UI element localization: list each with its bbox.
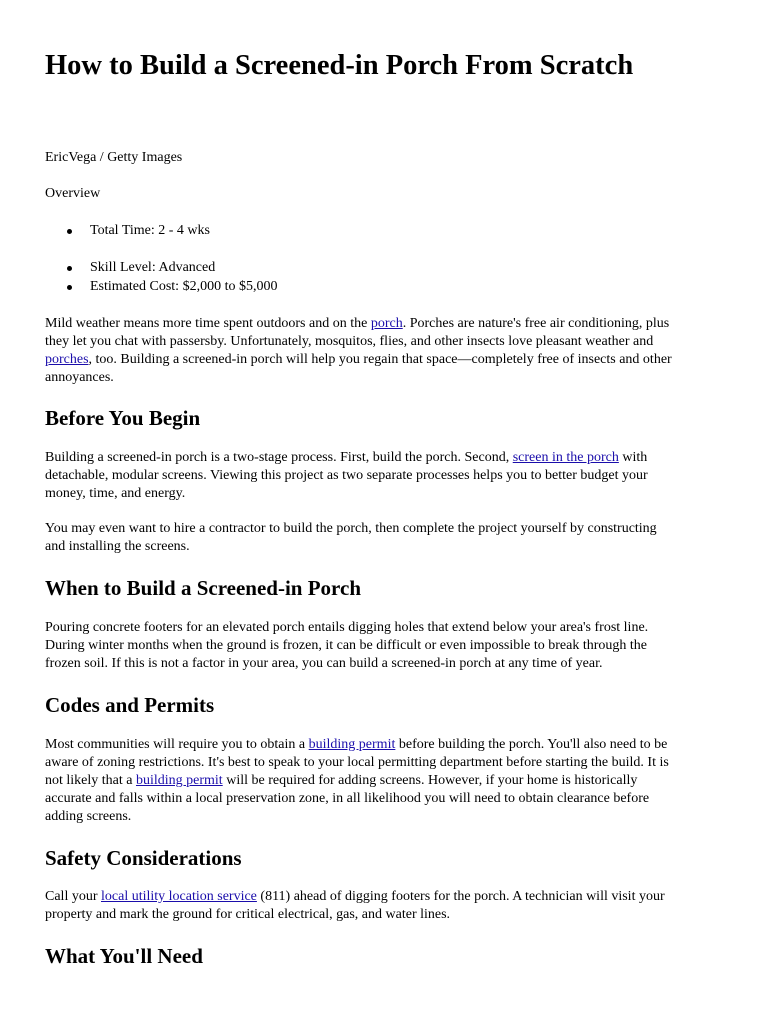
section-heading-when-to-build: When to Build a Screened-in Porch (45, 576, 361, 600)
overview-item-label: Estimated Cost: (90, 279, 180, 294)
text-line: Pouring concrete footers for an elevated porch entails digging holes that extend below your area's frost line. (45, 620, 649, 635)
text: not likely that a (45, 773, 136, 788)
text-line: they let you chat with passersby. Unfortunately, mosquitos, flies, and other insects love pleasant weather and (45, 334, 654, 349)
text: with (618, 450, 648, 465)
utility-location-service-link[interactable]: local utility location service (101, 889, 257, 904)
text-line (45, 351, 730, 369)
text-line (45, 772, 730, 790)
text: , too. Building a screened-in porch will help you regain that space—completely free of insects and other (88, 352, 672, 367)
overview-item-value: $2,000 to $5,000 (182, 279, 278, 294)
text-line: During winter months when the ground is frozen, it can be difficult or even impossible to break through the (45, 638, 647, 653)
building-permit-link[interactable]: building permit (135, 773, 223, 788)
intro-paragraph (45, 315, 730, 387)
overview-item-estimated-cost (90, 278, 277, 296)
section-heading-what-youll-need: What You'll Need (45, 944, 203, 968)
image-credit: EricVega / Getty Images (45, 150, 183, 165)
text: Most communities will require you to obtain a (45, 737, 309, 752)
safety-paragraph (45, 888, 730, 924)
overview-item-skill-level (90, 259, 215, 277)
text-line: adding screens. (45, 809, 132, 824)
text: Call your (45, 889, 101, 904)
text: before building the porch. You'll also need to be (395, 737, 668, 752)
section-heading-codes-and-permits: Codes and Permits (45, 693, 215, 717)
text-line: property and mark the ground for critical electrical, gas, and water lines. (45, 907, 451, 922)
text: . Porches are nature's free air conditioning, plus (402, 316, 670, 331)
overview-item-value: 2 - 4 wks (158, 223, 210, 238)
overview-item-total-time (90, 222, 210, 240)
section-heading-before-you-begin: Before You Begin (45, 406, 201, 430)
overview-label: Overview (45, 186, 101, 201)
text-line: money, time, and energy. (45, 486, 186, 501)
porch-link[interactable]: porch (370, 316, 403, 331)
text: (811) ahead of digging footers for the porch. A technician will visit your (256, 889, 665, 904)
bullet-icon (67, 229, 72, 234)
text-line: accurate and falls within a local preservation zone, in all likelihood you will need to obtain clearance before (45, 791, 650, 806)
screen-in-the-porch-link[interactable]: screen in the porch (512, 450, 619, 465)
text-line (45, 449, 730, 467)
text-line (45, 888, 730, 906)
overview-item-value: Advanced (158, 260, 216, 275)
text-line (45, 736, 730, 754)
text: Building a screened-in porch is a two-stage process. First, build the porch. Second, (45, 450, 513, 465)
porches-link[interactable]: porches (45, 352, 89, 367)
before-paragraph-2 (45, 520, 730, 556)
article-title: How to Build a Screened-in Porch From Scratch (45, 50, 634, 81)
text-line: detachable, modular screens. Viewing this project as two separate processes helps you to better budget your (45, 468, 648, 483)
overview-item-label: Skill Level: (90, 260, 156, 275)
text-line (45, 315, 730, 333)
bullet-icon (67, 266, 72, 271)
text-line: You may even want to hire a contractor to build the porch, then complete the project yourself by constructing (45, 521, 657, 536)
text: Mild weather means more time spent outdoors and on the (45, 316, 371, 331)
text-line: frozen soil. If this is not a factor in your area, you can build a screened-in porch at any time of year. (45, 656, 603, 671)
text: will be required for adding screens. However, if your home is historically (222, 773, 638, 788)
bullet-icon (67, 285, 72, 290)
text-line: and installing the screens. (45, 539, 190, 554)
text-line: aware of zoning restrictions. It's best to speak to your local permitting department before starting the build. It is (45, 755, 669, 770)
before-paragraph-1 (45, 449, 730, 503)
codes-paragraph (45, 736, 730, 826)
text-line: annoyances. (45, 370, 114, 385)
building-permit-link[interactable]: building permit (308, 737, 396, 752)
section-heading-safety: Safety Considerations (45, 846, 242, 870)
overview-item-label: Total Time: (90, 223, 155, 238)
when-paragraph (45, 619, 730, 673)
